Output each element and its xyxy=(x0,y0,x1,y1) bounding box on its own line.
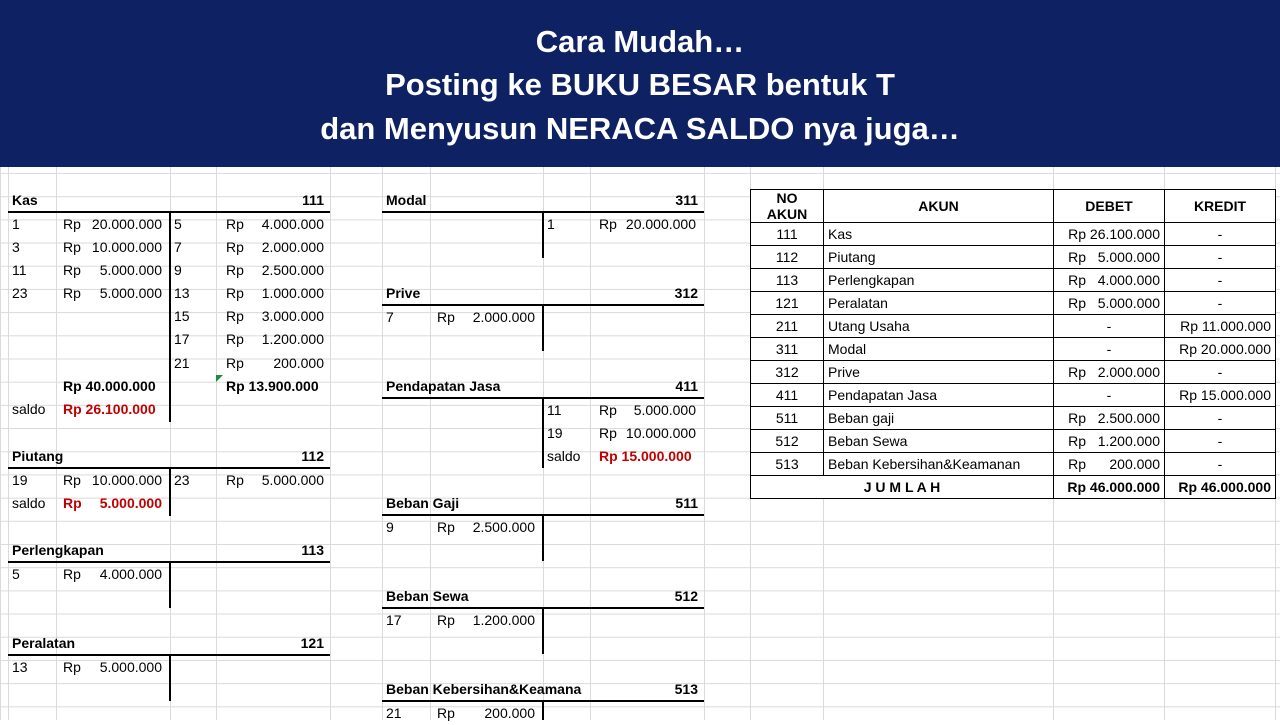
table-row xyxy=(751,292,1276,315)
amount: 20.000.000 xyxy=(625,216,696,232)
cell-kredit: - xyxy=(1165,453,1276,476)
beban-gaji-title: Beban Gaji xyxy=(386,495,460,511)
col-header-debet: DEBET xyxy=(1054,190,1165,223)
amount: 5.000.000 xyxy=(261,472,324,488)
cell-akun: Beban Sewa xyxy=(824,430,1054,453)
cell-kredit: - xyxy=(1165,361,1276,384)
cell-kredit: - xyxy=(1165,407,1276,430)
cell-kredit: - xyxy=(1165,269,1276,292)
banner-line-3: dan Menyusun NERACA SALDO nya juga… xyxy=(320,111,960,146)
ref: 23 xyxy=(174,472,190,488)
pendapatan-saldo-label: saldo xyxy=(547,448,581,464)
table-row xyxy=(751,269,1276,292)
beban-sewa-title: Beban Sewa xyxy=(386,588,469,604)
peralatan-title: Peralatan xyxy=(12,635,76,651)
amount: 1.000.000 xyxy=(261,285,324,301)
cell-no-akun: 121 xyxy=(751,292,824,315)
cell-akun: Modal xyxy=(824,338,1054,361)
cell-akun: Pendapatan Jasa xyxy=(824,384,1054,407)
rp: Rp xyxy=(63,239,81,255)
ref: 23 xyxy=(12,285,28,301)
amount: 2.000.000 xyxy=(261,239,324,255)
table-row xyxy=(751,246,1276,269)
cell-no-akun: 511 xyxy=(751,407,824,430)
table-row xyxy=(751,384,1276,407)
cell-no-akun: 112 xyxy=(751,246,824,269)
prive-title: Prive xyxy=(386,285,421,301)
cell-debet: Rp 200.000 xyxy=(1054,453,1165,476)
beban-sewa-number: 512 xyxy=(674,588,698,604)
piutang-saldo-label: saldo xyxy=(12,495,46,511)
piutang-saldo-amount: 5.000.000 xyxy=(99,495,162,511)
amount: 4.000.000 xyxy=(261,216,324,232)
amount: 10.000.000 xyxy=(91,472,162,488)
amount: 1.200.000 xyxy=(472,612,535,628)
cell-debet: Rp 2.500.000 xyxy=(1054,407,1165,430)
piutang-number: 112 xyxy=(301,448,324,464)
kas-total-debit: Rp 40.000.000 xyxy=(63,378,156,394)
cell-kredit: - xyxy=(1165,292,1276,315)
table-row xyxy=(751,315,1276,338)
pendapatan-title: Pendapatan Jasa xyxy=(386,378,501,394)
beban-kebersihan-title: Beban Kebersihan&Keamana xyxy=(386,681,582,697)
cell-akun: Prive xyxy=(824,361,1054,384)
ref: 15 xyxy=(174,308,190,324)
amount: 1.200.000 xyxy=(261,331,324,347)
ref: 9 xyxy=(174,262,182,278)
table-row xyxy=(751,361,1276,384)
ref: 17 xyxy=(174,331,190,347)
ref: 5 xyxy=(12,566,20,582)
perlengkapan-number: 113 xyxy=(301,542,324,558)
cell-akun: Beban gaji xyxy=(824,407,1054,430)
cell-no-akun: 211 xyxy=(751,315,824,338)
cell-no-akun: 513 xyxy=(751,453,824,476)
modal-title: Modal xyxy=(386,192,427,208)
amount: 2.000.000 xyxy=(472,309,535,325)
amount: 2.500.000 xyxy=(261,262,324,278)
total-kredit: Rp 46.000.000 xyxy=(1165,476,1276,499)
rp: Rp xyxy=(226,331,244,347)
cell-kredit: Rp 20.000.000 xyxy=(1165,338,1276,361)
kas-saldo-label: saldo xyxy=(12,401,46,417)
rp: Rp xyxy=(599,216,617,232)
cell-kredit: Rp 15.000.000 xyxy=(1165,384,1276,407)
cell-no-akun: 411 xyxy=(751,384,824,407)
rp: Rp xyxy=(599,402,617,418)
amount: 10.000.000 xyxy=(625,425,696,441)
rp: Rp xyxy=(226,262,244,278)
ref: 7 xyxy=(386,309,394,325)
rp: Rp xyxy=(63,659,81,675)
cell-no-akun: 312 xyxy=(751,361,824,384)
cell-no-akun: 111 xyxy=(751,223,824,246)
col-header-no-akun: NO AKUN xyxy=(751,190,824,223)
table-total-row xyxy=(751,476,1276,499)
cell-akun: Kas xyxy=(824,223,1054,246)
piutang-saldo-rp: Rp xyxy=(63,495,82,511)
amount: 3.000.000 xyxy=(261,308,324,324)
amount: 200.000 xyxy=(273,355,324,371)
amount: 200.000 xyxy=(484,705,535,721)
amount: 10.000.000 xyxy=(91,239,162,255)
rp: Rp xyxy=(226,472,244,488)
col-header-akun: AKUN xyxy=(824,190,1054,223)
cell-kredit: - xyxy=(1165,246,1276,269)
cell-debet: Rp 5.000.000 xyxy=(1054,246,1165,269)
ref: 1 xyxy=(12,216,20,232)
cell-kredit: - xyxy=(1165,223,1276,246)
rp: Rp xyxy=(63,566,81,582)
table-row xyxy=(751,430,1276,453)
kas-number: 111 xyxy=(302,192,324,208)
cell-debet: Rp 2.000.000 xyxy=(1054,361,1165,384)
rp: Rp xyxy=(437,519,455,535)
cell-kredit: - xyxy=(1165,430,1276,453)
banner-line-1: Cara Mudah… xyxy=(535,24,745,59)
amount: 5.000.000 xyxy=(633,402,696,418)
ref: 13 xyxy=(12,659,28,675)
table-row xyxy=(751,338,1276,361)
total-label: J U M L A H xyxy=(751,476,1054,499)
rp: Rp xyxy=(226,285,244,301)
beban-gaji-number: 511 xyxy=(675,495,698,511)
ref: 7 xyxy=(174,239,182,255)
cell-note-marker xyxy=(216,375,223,382)
trial-balance-table xyxy=(750,189,1276,499)
ref: 11 xyxy=(547,402,562,418)
cell-debet: Rp 5.000.000 xyxy=(1054,292,1165,315)
cell-no-akun: 311 xyxy=(751,338,824,361)
cell-akun: Utang Usaha xyxy=(824,315,1054,338)
ref: 21 xyxy=(174,355,190,371)
cell-debet: Rp 4.000.000 xyxy=(1054,269,1165,292)
rp: Rp xyxy=(437,309,455,325)
cell-akun: Peralatan xyxy=(824,292,1054,315)
rp: Rp xyxy=(226,308,244,324)
banner-line-2: Posting ke BUKU BESAR bentuk T xyxy=(385,67,895,102)
cell-debet: - xyxy=(1054,338,1165,361)
table-row xyxy=(751,407,1276,430)
piutang-title: Piutang xyxy=(12,448,64,464)
rp: Rp xyxy=(226,216,244,232)
rp: Rp xyxy=(437,705,455,721)
cell-debet: - xyxy=(1054,315,1165,338)
modal-number: 311 xyxy=(675,192,698,208)
title-banner xyxy=(0,0,1280,167)
rp: Rp xyxy=(63,262,81,278)
rp: Rp xyxy=(226,355,244,371)
cell-no-akun: 113 xyxy=(751,269,824,292)
cell-akun: Piutang xyxy=(824,246,1054,269)
amount: 5.000.000 xyxy=(99,262,162,278)
rp: Rp xyxy=(437,612,455,628)
cell-no-akun: 512 xyxy=(751,430,824,453)
cell-akun: Beban Kebersihan&Keamanan xyxy=(824,453,1054,476)
amount: 2.500.000 xyxy=(472,519,535,535)
ref: 13 xyxy=(174,285,190,301)
rp: Rp xyxy=(63,285,81,301)
ref: 1 xyxy=(547,216,555,232)
total-debet: Rp 46.000.000 xyxy=(1054,476,1165,499)
table-header-row xyxy=(751,190,1276,223)
ref: 5 xyxy=(174,216,182,232)
peralatan-number: 121 xyxy=(300,635,324,651)
amount: 5.000.000 xyxy=(99,285,162,301)
kas-title: Kas xyxy=(12,192,38,208)
kas-saldo-value: Rp 26.100.000 xyxy=(63,401,156,417)
ref: 21 xyxy=(386,705,402,721)
rp: Rp xyxy=(599,425,617,441)
pendapatan-saldo-value: Rp 15.000.000 xyxy=(599,448,692,464)
amount: 4.000.000 xyxy=(99,566,162,582)
rp: Rp xyxy=(63,472,81,488)
cell-kredit: Rp 11.000.000 xyxy=(1165,315,1276,338)
ref: 19 xyxy=(12,472,28,488)
cell-debet: - xyxy=(1054,384,1165,407)
table-row xyxy=(751,223,1276,246)
ref: 17 xyxy=(386,612,402,628)
cell-debet: Rp 26.100.000 xyxy=(1054,223,1165,246)
ref: 11 xyxy=(12,262,27,278)
col-header-kredit: KREDIT xyxy=(1165,190,1276,223)
perlengkapan-title: Perlengkapan xyxy=(12,542,104,558)
ref: 19 xyxy=(547,425,563,441)
pendapatan-number: 411 xyxy=(675,378,698,394)
rp: Rp xyxy=(63,216,81,232)
amount: 5.000.000 xyxy=(99,659,162,675)
ref: 3 xyxy=(12,239,20,255)
cell-akun: Perlengkapan xyxy=(824,269,1054,292)
prive-number: 312 xyxy=(674,285,698,301)
kas-total-credit: Rp 13.900.000 xyxy=(226,378,319,394)
rp: Rp xyxy=(226,239,244,255)
ref: 9 xyxy=(386,519,394,535)
beban-kebersihan-number: 513 xyxy=(674,681,698,697)
table-row xyxy=(751,453,1276,476)
cell-debet: Rp 1.200.000 xyxy=(1054,430,1165,453)
amount: 20.000.000 xyxy=(91,216,162,232)
